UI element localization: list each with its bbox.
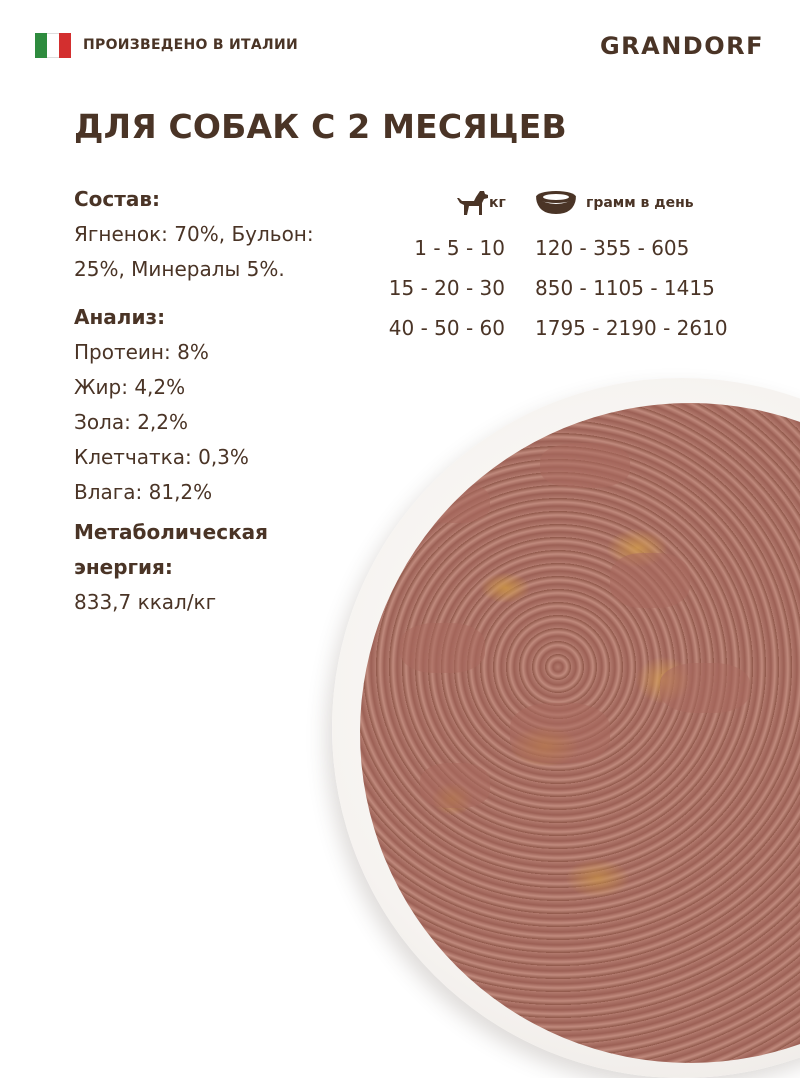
- feeding-row: [380, 308, 740, 348]
- grams-header: [534, 187, 694, 219]
- bowl-icon: [534, 190, 578, 216]
- meat-chunk: [660, 663, 750, 713]
- composition-text: Ягненок: 70%, Бульон: 25%, Минералы 5%.: [74, 222, 314, 281]
- italy-flag-icon: [35, 33, 71, 58]
- energy-title: Метаболическая энергия:: [74, 520, 268, 579]
- meat-chunk: [420, 483, 490, 523]
- analysis-item: Жир: 4,2%: [74, 375, 186, 399]
- energy-block: [74, 515, 364, 620]
- meat-chunk: [510, 703, 610, 763]
- meat-chunk: [540, 443, 630, 488]
- meat-chunk: [420, 763, 490, 808]
- feeding-grams: 1795 - 2190 - 2610: [535, 316, 728, 340]
- feeding-weight: 15 - 20 - 30: [388, 276, 505, 300]
- page-title: ДЛЯ СОБАК С 2 МЕСЯЦЕВ: [74, 107, 567, 146]
- composition-title: Состав:: [74, 187, 161, 211]
- feeding-row: [380, 228, 740, 268]
- brand-logo: GRANDORF: [599, 32, 764, 60]
- analysis-block: [74, 300, 364, 510]
- flag-white-stripe: [47, 33, 59, 58]
- analysis-item: Зола: 2,2%: [74, 410, 189, 434]
- analysis-item: Протеин: 8%: [74, 340, 209, 364]
- energy-value: 833,7 ккал/кг: [74, 590, 217, 614]
- feeding-weight: 1 - 5 - 10: [414, 236, 505, 260]
- grams-per-day-label: грамм в день: [586, 195, 694, 211]
- feeding-weight: 40 - 50 - 60: [388, 316, 505, 340]
- composition-block: [74, 182, 364, 287]
- flag-green-stripe: [35, 33, 47, 58]
- meat-chunk: [610, 553, 690, 608]
- analysis-item: Влага: 81,2%: [74, 480, 213, 504]
- made-in-label: ПРОИЗВЕДЕНО В ИТАЛИИ: [83, 37, 299, 53]
- analysis-title: Анализ:: [74, 305, 166, 329]
- feeding-table: [380, 228, 740, 348]
- weight-unit-label: кг: [489, 195, 506, 211]
- feeding-row: [380, 268, 740, 308]
- analysis-item: Клетчатка: 0,3%: [74, 445, 249, 469]
- feeding-grams: 850 - 1105 - 1415: [535, 276, 715, 300]
- dog-icon: [455, 189, 489, 217]
- weight-header: [455, 187, 506, 219]
- flag-red-stripe: [59, 33, 71, 58]
- feeding-grams: 120 - 355 - 605: [535, 236, 690, 260]
- meat-chunk: [400, 623, 485, 673]
